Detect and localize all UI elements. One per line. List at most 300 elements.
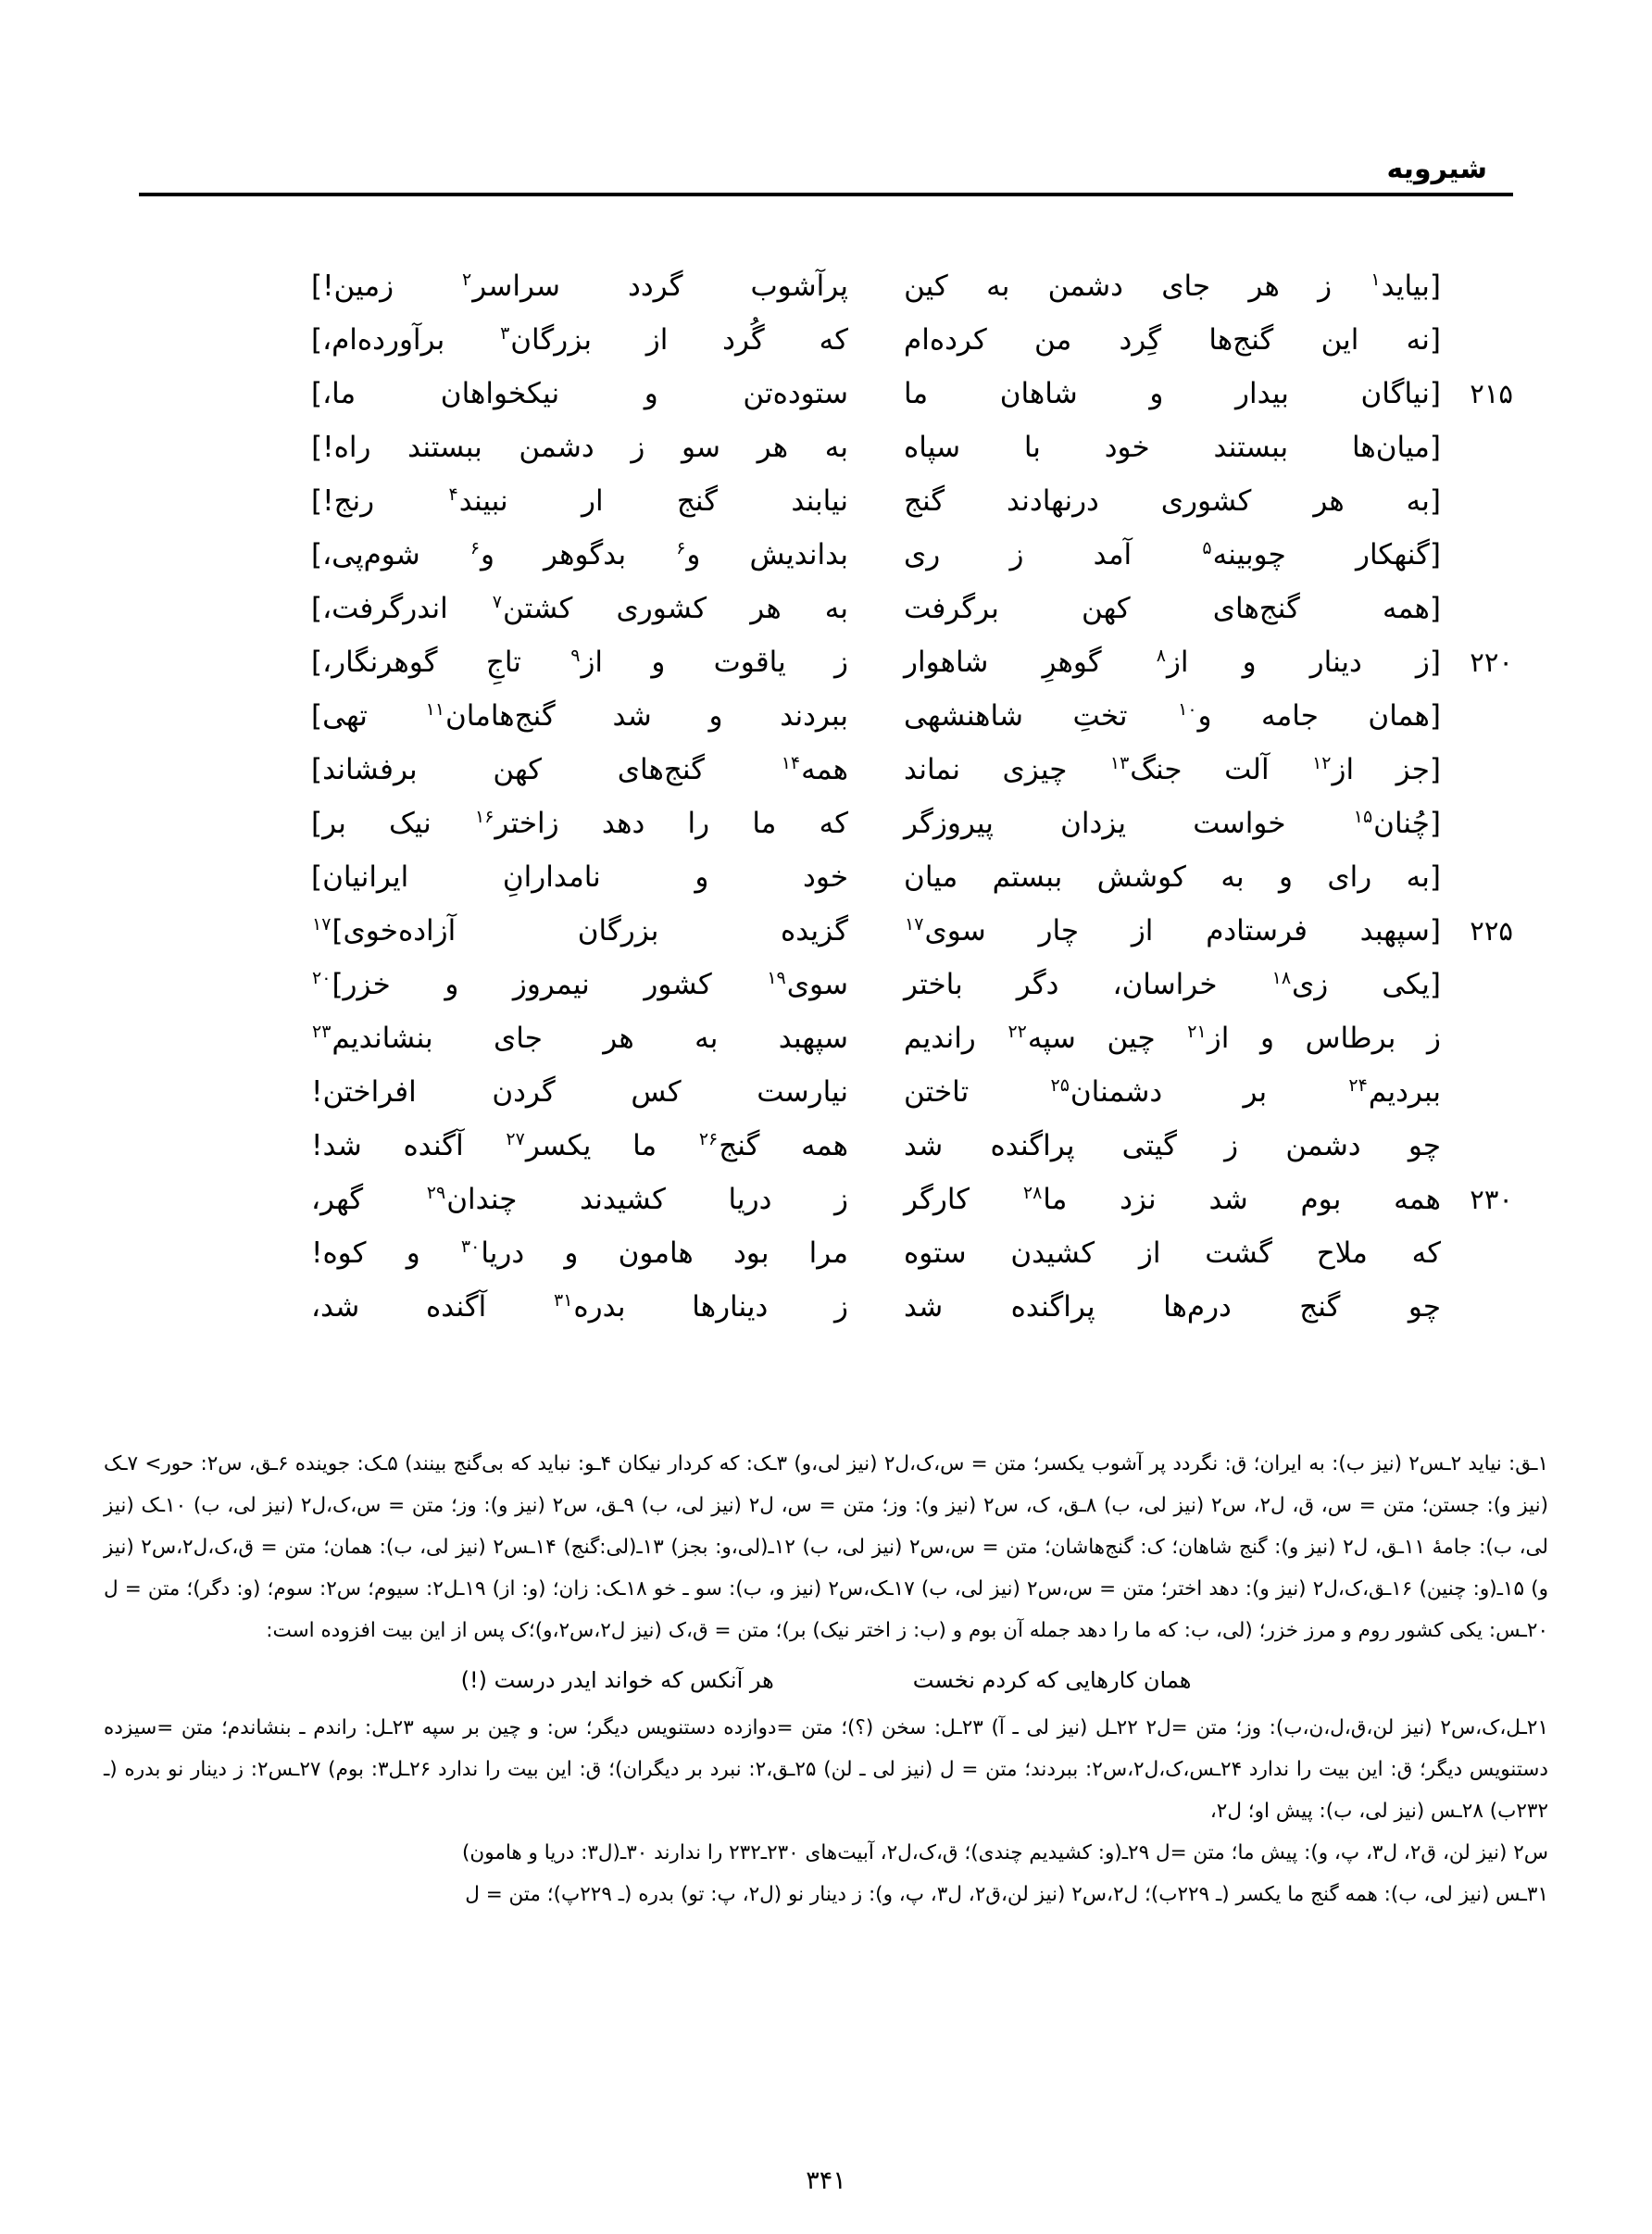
verse-word: شاهوار — [904, 646, 989, 679]
verse-word: کشوری — [1160, 484, 1252, 518]
verse-word: سوی$^{۱۹}$ — [767, 967, 848, 1001]
verse-word: [نیاگان — [1360, 377, 1441, 410]
running-head-rule — [139, 193, 1513, 196]
apparatus-paragraph: س۲ (نیز لن، ق۲، ل۳، پ، و): پیش ما؛ متن =ل ۲۹ـ(و: کشیدیم چندی)؛ ق،ک،ل۲، آبیت‌های ۲۳۰ـ۲۳۲ را ندارند ۳۰ـ(ل۳: دریا و هامون) — [462, 1841, 1548, 1864]
verse-word: گنج‌هامان$^{۱۱}$ — [425, 698, 556, 733]
verse-word: همه — [801, 1129, 848, 1162]
verse-word: و — [708, 699, 723, 733]
verse-word: نماند — [904, 753, 960, 786]
footnote-marker[interactable]: ۳ — [500, 322, 510, 344]
hemistich-right — [876, 1280, 1441, 1334]
footnote-marker[interactable]: ۲۳ — [312, 1021, 332, 1042]
verse-word: ما — [904, 377, 929, 410]
verse-word: من — [1034, 323, 1072, 357]
verse-word: زاختر$^{۱۶}$ — [475, 806, 559, 840]
hemistich-right — [876, 474, 1441, 528]
footnote-marker[interactable]: ۲۵ — [1050, 1074, 1070, 1096]
verse-word: سو — [681, 431, 720, 464]
verse-word: هر — [1248, 270, 1280, 303]
verse-word: رای — [1327, 860, 1372, 894]
verse-line — [139, 474, 1513, 528]
verse-word: به — [695, 1022, 719, 1055]
verse-word: نبیند$^۴$ — [448, 483, 508, 518]
verse-word: کشتن$^۷$ — [492, 591, 573, 625]
verse-word: و — [564, 1236, 579, 1270]
verse-word: گنج‌ها — [1208, 323, 1274, 357]
verse-word: این — [1320, 323, 1359, 357]
verse-word: گنج$^{۲۶}$ — [698, 1128, 760, 1162]
verse-line — [139, 635, 1513, 689]
verse-word: کارگر — [904, 1183, 970, 1216]
verse-word: بزرگان — [577, 914, 659, 948]
verse-word: جای — [494, 1022, 543, 1055]
verse-word: دشمن — [1047, 270, 1123, 303]
verse-word: ببستند — [407, 431, 482, 464]
verse-word: بر] — [311, 807, 346, 840]
verse-word: و — [444, 968, 459, 1001]
running-head — [139, 153, 1513, 220]
verse-word: رنج!] — [311, 484, 375, 518]
verse-word: نیابند — [791, 484, 848, 518]
critical-apparatus — [104, 1443, 1548, 1915]
footnote-marker[interactable]: ۲۷ — [506, 1128, 525, 1149]
verse-word: چو — [1408, 1129, 1441, 1162]
hemistich-right — [876, 1011, 1441, 1065]
hemistich-right — [876, 635, 1441, 689]
verse-line — [139, 1119, 1513, 1173]
verse-word: ستوه — [904, 1236, 967, 1270]
verse-word: خود — [1104, 431, 1150, 464]
hemistich-left — [311, 474, 876, 528]
verse-word: تاختن — [904, 1075, 970, 1109]
hemistich-right — [876, 420, 1441, 474]
verse-word: ملاح — [1316, 1236, 1368, 1270]
verse-line — [139, 904, 1513, 958]
verse-word: ببستم — [992, 860, 1063, 894]
verse-word: شد، — [311, 1290, 360, 1324]
verse-word: به — [824, 592, 848, 625]
hemistich-left — [311, 259, 876, 313]
verse-word: برطاس — [1305, 1022, 1396, 1055]
verse-word: گِرد — [1119, 323, 1162, 357]
verse-word: هر — [1313, 484, 1345, 518]
hemistich-right — [876, 850, 1441, 904]
verse-word: سراسر$^۲$ — [462, 269, 561, 303]
verse-word: ستوده‌تن — [743, 377, 848, 410]
verse-word: شوم‌پی،] — [311, 538, 420, 571]
verse-line — [139, 528, 1513, 582]
verse-word: آزاده‌خوی]$^{۱۷}$ — [312, 913, 457, 948]
hemistich-left — [311, 1226, 876, 1280]
verse-word: برگرفت — [904, 592, 999, 625]
verse-word: و — [1149, 377, 1164, 410]
verse-word: آمد — [1093, 538, 1133, 571]
verse-word: گزیده — [780, 914, 848, 948]
footnote-marker[interactable]: ۹ — [570, 645, 581, 666]
hemistich-left — [311, 743, 876, 797]
verse-word: سوی$^{۱۷}$ — [905, 913, 986, 948]
verse-word: نیکخواهان — [440, 377, 560, 410]
verse-word: از — [1138, 1236, 1161, 1270]
verse-word: کهن — [1081, 592, 1131, 625]
hemistich-left — [311, 1011, 876, 1065]
hemistich-left — [311, 582, 876, 635]
hemistich-right — [876, 797, 1441, 850]
hemistich-right — [876, 367, 1441, 420]
verse-word: از — [645, 323, 669, 357]
verse-word: ز — [834, 1290, 848, 1324]
verse-word: برفشاند] — [311, 753, 418, 786]
footnote-marker[interactable]: ۴ — [448, 483, 458, 505]
verse-word: از$^۹$ — [570, 645, 604, 679]
footnote-marker[interactable]: ۸ — [1156, 645, 1166, 666]
hemistich-left — [311, 904, 876, 958]
verse-word: و$^۶$ — [676, 537, 701, 571]
verse-word: [یکی — [1382, 968, 1441, 1001]
footnote-marker[interactable]: ۷ — [492, 591, 503, 612]
verse-word: دشمنان$^{۲۵}$ — [1050, 1074, 1163, 1109]
verse-line — [139, 367, 1513, 420]
verse-word: و — [1279, 860, 1293, 894]
verse-word: ببردند — [780, 699, 848, 733]
verse-word: کشیدند — [579, 1183, 666, 1216]
verse-word: و$^۶$ — [469, 537, 495, 571]
verse-word: زمین!] — [311, 270, 394, 303]
verse-word: گیتی — [1121, 1129, 1177, 1162]
verse-word: خود — [803, 860, 848, 894]
hemistich-right — [876, 259, 1441, 313]
verse-word: که — [1411, 1236, 1441, 1270]
footnote-marker[interactable]: ۱۱ — [425, 698, 445, 720]
verse-word: دشمن — [1285, 1129, 1361, 1162]
hemistich-right — [876, 313, 1441, 367]
verse-word: کس — [631, 1075, 682, 1109]
verse-word: نیارست — [757, 1075, 848, 1109]
verse-line — [139, 1011, 1513, 1065]
verse-word: ز — [1318, 270, 1333, 303]
verse-word: دریا$^{۳۰}$ — [460, 1236, 525, 1270]
hemistich-right — [876, 1173, 1441, 1226]
verse-word: فرستادم — [1206, 914, 1308, 948]
footnote-marker[interactable]: ۲۹ — [426, 1182, 446, 1203]
verse-word: کوه! — [311, 1236, 367, 1270]
verse-word: ما — [632, 1129, 657, 1162]
verse-line — [139, 1173, 1513, 1226]
verse-word: بیدار — [1235, 377, 1289, 410]
verse-word: بود — [733, 1236, 770, 1270]
footnote-marker[interactable]: ۳۱ — [554, 1289, 573, 1311]
verse-word: سپاه — [904, 431, 961, 464]
verse-line — [139, 958, 1513, 1011]
verse-word: ز — [834, 1183, 848, 1216]
apparatus-paragraph: ۳۱ـس (نیز لی، ب): همه گنج ما یکسر (ـ ۲۲۹ب)؛ ل۲،س۲ (نیز لن،ق۲، ل۳، پ، و): ز دینار نو (ل۲، پ: تو) بدره (ـ ۲۲۹پ)؛ متن = ل — [465, 1883, 1548, 1906]
hemistich-right — [876, 582, 1441, 635]
footnote-marker[interactable]: ۱ — [1370, 269, 1381, 290]
footnote-marker[interactable]: ۲۶ — [698, 1128, 719, 1149]
verse-word: نامدارانِ — [502, 860, 601, 894]
hemistich-right — [876, 904, 1441, 958]
verse-word: از$^۸$ — [1156, 645, 1189, 679]
verse-word: ز — [834, 646, 848, 679]
verse-word: را — [687, 807, 710, 840]
hemistich-left — [311, 958, 876, 1011]
verse-word: گشت — [1205, 1236, 1273, 1270]
footnote-marker[interactable]: ۱۶ — [475, 806, 494, 827]
verse-word: گنج — [904, 484, 945, 518]
verse-word: و — [1259, 1022, 1274, 1055]
verse-word: پیروزگر — [904, 807, 994, 840]
footnote-marker[interactable]: ۱۵ — [1353, 806, 1373, 827]
verse-word: چندان$^{۲۹}$ — [426, 1182, 518, 1216]
verse-word: یکسر$^{۲۷}$ — [506, 1128, 592, 1162]
verse-word: آلت — [1224, 753, 1270, 786]
folio-number: ۳۴۱ — [806, 2166, 846, 2195]
verse-word: نیمروز — [512, 968, 590, 1001]
verse-line — [139, 689, 1513, 743]
footnote-marker[interactable]: ۲ — [462, 269, 472, 290]
verse-word: ز — [1224, 1129, 1239, 1162]
verse-word: بنشاندیم$^{۲۳}$ — [312, 1021, 433, 1055]
hemistich-right — [876, 1119, 1441, 1173]
verse-word: هر — [603, 1022, 634, 1055]
verse-line — [139, 582, 1513, 635]
verse-word: [سپهبد — [1359, 914, 1441, 948]
verse-word: هامون — [618, 1236, 694, 1270]
verse-word: دریا — [728, 1183, 772, 1216]
hemistich-left — [311, 689, 876, 743]
hemistich-right — [876, 528, 1441, 582]
verse-word: همه — [1394, 1183, 1441, 1216]
verse-word: نیک — [389, 807, 432, 840]
verse-block — [139, 259, 1513, 1334]
verse-word: بزرگان$^۳$ — [500, 322, 592, 357]
footnote-marker[interactable]: ۱۷ — [905, 913, 924, 935]
verse-word: و — [651, 646, 666, 679]
verse-word: تختِ — [1072, 699, 1128, 733]
verse-word: جای — [1161, 270, 1211, 303]
verse-word: دینار — [1309, 646, 1362, 679]
verse-line — [139, 420, 1513, 474]
verse-word: ز — [1427, 1022, 1441, 1055]
verse-word: چار — [1038, 914, 1080, 948]
verse-line-number: ۲۲۰ — [1470, 646, 1513, 678]
verse-word: چین — [1107, 1022, 1156, 1055]
verse-word: پراگنده — [1010, 1290, 1095, 1324]
verse-word: ما — [752, 807, 777, 840]
verse-word: کهن — [493, 753, 543, 786]
verse-word: شد — [904, 1129, 944, 1162]
verse-word: از — [1131, 914, 1154, 948]
verse-line — [139, 259, 1513, 313]
verse-word: بدره$^{۳۱}$ — [554, 1289, 626, 1324]
verse-word: جنگ$^{۱۳}$ — [1109, 752, 1183, 786]
hemistich-right — [876, 958, 1441, 1011]
verse-word: و — [406, 1236, 420, 1270]
hemistich-left — [311, 635, 876, 689]
footnote-marker[interactable]: ۱۷ — [312, 913, 332, 935]
footnote-marker[interactable]: ۲۲ — [1007, 1021, 1027, 1042]
footnote-marker[interactable]: ۲۸ — [1022, 1182, 1043, 1203]
verse-word: هر — [757, 431, 789, 464]
verse-word: گُرد — [722, 323, 765, 357]
verse-word: [همان — [1368, 699, 1441, 733]
verse-word: خراسان، — [1112, 968, 1218, 1001]
verse-word: میان — [904, 860, 958, 894]
verse-word: که — [819, 807, 848, 840]
verse-word: ار — [581, 484, 604, 518]
verse-word: [میان‌ها — [1351, 431, 1441, 464]
verse-word: [نه — [1406, 323, 1441, 357]
verse-word: که — [819, 323, 848, 357]
footnote-marker[interactable]: ۲۱ — [1187, 1021, 1207, 1042]
verse-word: درم‌ها — [1163, 1290, 1232, 1324]
verse-word: دشمن — [519, 431, 594, 464]
verse-word: سپهبد — [778, 1022, 848, 1055]
verse-word: گردد — [628, 270, 683, 303]
hemistich-left — [311, 1280, 876, 1334]
verse-word: چو — [1408, 1290, 1441, 1324]
verse-line — [139, 1280, 1513, 1334]
verse-word: گردن — [492, 1075, 556, 1109]
footnote-marker[interactable]: ۵ — [1202, 537, 1212, 558]
hemistich-left — [311, 1119, 876, 1173]
hemistich-left — [311, 797, 876, 850]
footnote-marker[interactable]: ۲۴ — [1348, 1074, 1368, 1096]
verse-word: مرا — [808, 1236, 848, 1270]
footnote-marker[interactable]: ۱۸ — [1271, 967, 1292, 988]
footnote-marker[interactable]: ۶ — [676, 537, 686, 558]
verse-word: گنج — [676, 484, 718, 518]
hemistich-right — [876, 743, 1441, 797]
verse-word: شد — [612, 699, 652, 733]
verse-word: کشور — [644, 968, 712, 1001]
verse-word: ز — [631, 431, 645, 464]
verse-word: به — [824, 431, 848, 464]
verse-word: [چُنان$^{۱۵}$ — [1353, 806, 1441, 840]
footnote-marker[interactable]: ۱۴ — [781, 752, 801, 773]
verse-line — [139, 1226, 1513, 1280]
verse-word: افراختن! — [311, 1075, 417, 1109]
running-head-title: شیرویه — [1386, 153, 1487, 185]
verse-word: خزر]$^{۲۰}$ — [312, 967, 391, 1001]
verse-word: ز — [1009, 538, 1024, 571]
verse-word: سپه$^{۲۲}$ — [1007, 1021, 1076, 1055]
verse-word: ایرانیان] — [311, 860, 409, 894]
hemistich-right — [876, 1226, 1441, 1280]
apparatus-paragraph: ۱ـق: نیاید ۲ـس۲ (نیز ب): به ایران؛ ق: نگردد پر آشوب یکسر؛ متن = س،ک،ل۲ (نیز لی،و) ۳ـک: که کردار نیکان ۴ـو: نباید که بی‌گنج بینند) ۵ـک: جوینده ۶ـق، س۲: حور> ۷ـک (نیز و): جستن؛ متن = س، ق، ل۲، س۲ (نیز لی، ب) ۸ـق، ک، س۲ (نیز و): وز؛ متن = س، ل۲ (نیز لی، ب) ۹ـق، س۲ (نیز و): وز؛ متن = س،ک،ل۲ (نیز لی، ب) ۱۰ـک (نیز لی، ب): جامهٔ ۱۱ـق، ل۲ (نیز و): گنج شاهان؛ ک: گنج‌هاشان؛ متن = س،س۲ (نیز لی، ب) ۱۲ـ(لی،و: بجز) ۱۳ـ(لی:گنج) ۱۴ـس۲ (نیز لی، ب): همان؛ متن = ق،ک،ل۲،س۲ (نیز و) ۱۵ـ(و: چنین) ۱۶ـق،ک،ل۲ (نیز و): دهد اختر؛ متن = س،س۲ (نیز لی، ب) ۱۷ـک،س۲ (نیز و، ب): سو ـ خو ۱۸ـک: زان؛ (و: از) ۱۹ـل۲: سیوم؛ س۲: سوم؛ (و: دگر)؛ متن = ل ۲۰ـس: یکی کشور روم و مرز خزر؛ (لی، ب: که ما را دهد جمله آن بوم و (ب: ز اختر نیک) بر)؛ متن = ق،ک (نیز ل۲،س۲،و)؛ک پس از این بیت افزوده است: — [104, 1452, 1549, 1642]
verse-word: شاهان — [999, 377, 1078, 410]
hemistich-left — [311, 1173, 876, 1226]
verse-word: ری — [904, 538, 941, 571]
verse-word: گنج‌های — [1212, 592, 1300, 625]
verse-word: [به — [1406, 860, 1441, 894]
verse-word: کرده‌ام — [904, 323, 987, 357]
verse-word: ما$^{۲۸}$ — [1022, 1182, 1068, 1216]
verse-word: [همه — [1383, 592, 1441, 625]
verse-word: اندرگرفت،] — [311, 592, 448, 625]
verse-word: هر — [750, 592, 782, 625]
verse-word: آگنده — [426, 1290, 487, 1324]
verse-word: و — [1242, 646, 1257, 679]
footnote-marker[interactable]: ۱۹ — [767, 967, 786, 988]
verse-word: [به — [1406, 484, 1441, 518]
verse-word: ببستند — [1213, 431, 1289, 464]
verse-word: [جز — [1395, 753, 1441, 786]
verse-word: بداندیش — [749, 538, 848, 571]
verse-word: گوهرنگار،] — [311, 646, 438, 679]
verse-word: گنج — [1299, 1290, 1341, 1324]
footnote-marker[interactable]: ۱۲ — [1312, 752, 1332, 773]
verse-word: گنج‌های — [617, 753, 705, 786]
footnote-marker[interactable]: ۱۳ — [1109, 752, 1130, 773]
apparatus-inset-couplet — [104, 1657, 1548, 1703]
footnote-marker[interactable]: ۱۰ — [1178, 698, 1197, 720]
verse-word: بدگوهر — [544, 538, 627, 571]
verse-word: پرآشوب — [750, 270, 848, 303]
verse-word: درنهادند — [1007, 484, 1099, 518]
verse-word: ببردیم$^{۲۴}$ — [1348, 1074, 1441, 1109]
verse-word: دینارها — [692, 1290, 769, 1324]
verse-word: نزد — [1120, 1183, 1157, 1216]
verse-word: با — [1023, 431, 1041, 464]
verse-line — [139, 743, 1513, 797]
verse-line — [139, 1065, 1513, 1119]
verse-word: خواست — [1193, 807, 1286, 840]
hemistich-right — [876, 1065, 1441, 1119]
verse-word: به — [986, 270, 1010, 303]
verse-word: [گنهکار — [1355, 538, 1441, 571]
verse-word: پراگنده — [990, 1129, 1075, 1162]
inset-hemistich-left: هر آنکس که خواند ایدر درست (!) — [460, 1667, 774, 1693]
hemistich-left — [311, 367, 876, 420]
verse-line — [139, 850, 1513, 904]
verse-word: و — [695, 860, 709, 894]
apparatus-paragraph: ۲۱ـل،ک،س۲ (نیز لن،ق،ل،ن،ب): وز؛ متن =ل۲ ۲۲ـل (نیز لی ـ آ) ۲۳ـل: سخن (؟)؛ متن =دوازده دستنویس دیگر؛ س: و چین بر سپه ۲۳ـل: راندم ـ بنشاندم؛ متن =سیزده دستنویس دیگر؛ ق: این بیت را ندارد ۲۴ـس،ک،ل۲،س۲: ببردند؛ متن = ل (نیز لی ـ لن) ۲۵ـق،۲: نبرد بر دیگران)؛ ق: این بیت را ندارد ۲۶ـل۳: بوم) ۲۷ـس۲: ز دینار نو بدره (ـ ۲۳۲ب) ۲۸ـس (نیز لی، ب): پیش او؛ ل۲، — [104, 1716, 1548, 1823]
verse-word: باختر — [904, 968, 963, 1001]
footnote-marker[interactable]: ۶ — [469, 537, 481, 558]
verse-word: کین — [904, 270, 948, 303]
verse-word: شاهنشهی — [904, 699, 1023, 733]
hemistich-right — [876, 689, 1441, 743]
hemistich-left — [311, 313, 876, 367]
verse-word: [ز — [1415, 646, 1441, 679]
hemistich-left — [311, 420, 876, 474]
verse-word: جامه — [1261, 699, 1319, 733]
verse-word: همه$^{۱۴}$ — [781, 752, 848, 786]
inset-hemistich-right: همان کارهایی که کردم نخست — [912, 1667, 1192, 1693]
footnote-marker[interactable]: ۲۰ — [312, 967, 332, 988]
verse-word: [بیاید$^۱$ — [1370, 269, 1441, 303]
verse-line — [139, 797, 1513, 850]
verse-word: و — [644, 377, 658, 410]
verse-word: تاجِ — [485, 646, 521, 679]
verse-line-number: ۲۳۰ — [1470, 1184, 1513, 1215]
verse-word: بر — [1243, 1075, 1268, 1109]
verse-word: کوشش — [1096, 860, 1186, 894]
verse-word: برآورده‌ام،] — [311, 323, 445, 357]
verse-word: چوبینه$^۵$ — [1202, 537, 1286, 571]
verse-word: شد! — [311, 1129, 362, 1162]
verse-word: شد — [904, 1290, 944, 1324]
hemistich-left — [311, 850, 876, 904]
verse-word: از$^{۲۱}$ — [1187, 1021, 1230, 1055]
verse-line-number: ۲۱۵ — [1470, 378, 1513, 409]
verse-word: کشوری — [616, 592, 707, 625]
verse-word: زی$^{۱۸}$ — [1271, 967, 1329, 1001]
verse-word: بوم — [1300, 1183, 1342, 1216]
verse-word: شد — [1208, 1183, 1248, 1216]
footnote-marker[interactable]: ۳۰ — [460, 1236, 481, 1257]
